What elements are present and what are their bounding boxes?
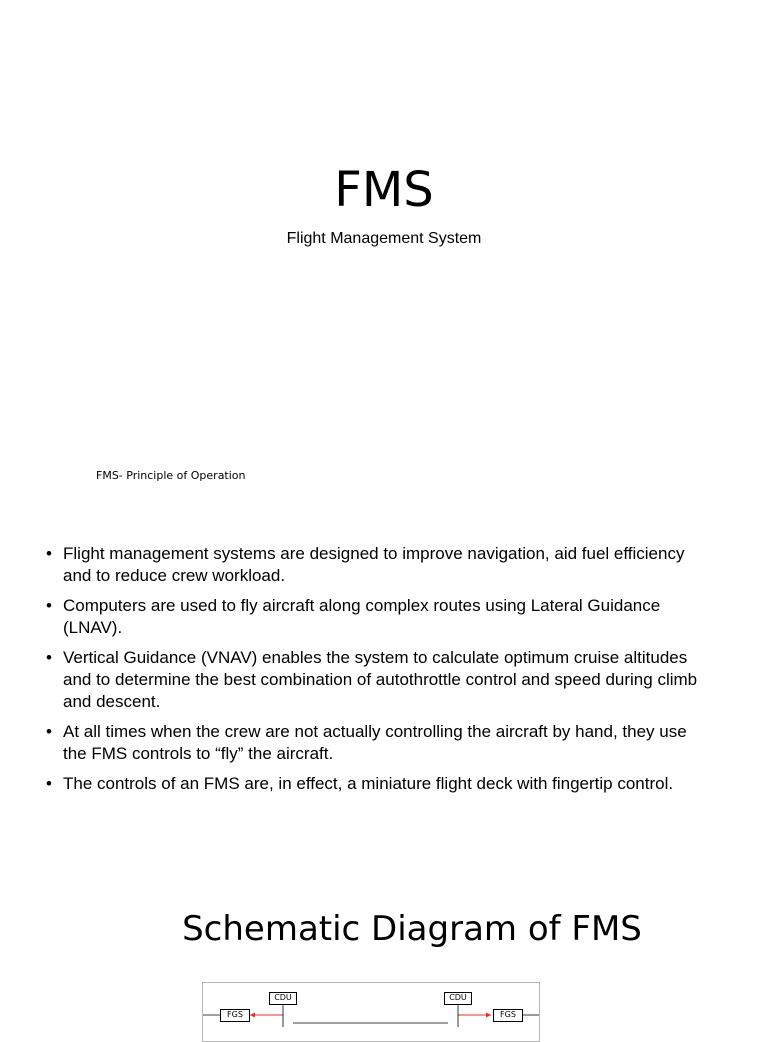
fgs-box-right: FGS	[493, 1009, 523, 1022]
bullet-text: The controls of an FMS are, in effect, a miniature flight deck with fingertip control.	[63, 774, 674, 793]
bullet-item	[46, 721, 706, 765]
bullet-text: Vertical Guidance (VNAV) enables the system to calculate optimum cruise altitudes and to determine the best combination of autothrottle control and speed during climb and descent.	[63, 648, 698, 711]
diagram-title: Schematic Diagram of FMS	[182, 909, 642, 949]
bullet-item	[46, 595, 706, 639]
section-heading: FMS- Principle of Operation	[96, 469, 246, 482]
bullet-icon: •	[46, 544, 52, 563]
cdu-box-left: CDU	[269, 992, 297, 1005]
bullet-item	[46, 647, 706, 713]
arrowhead-left	[250, 1013, 255, 1018]
bullet-icon: •	[46, 596, 52, 615]
bullet-item	[46, 773, 706, 795]
bullet-icon: •	[46, 722, 52, 741]
bullet-text: Computers are used to fly aircraft along complex routes using Lateral Guidance (LNAV).	[63, 596, 661, 637]
bullet-text: Flight management systems are designed to improve navigation, aid fuel efficiency and to reduce crew workload.	[63, 544, 685, 585]
bullet-list	[46, 543, 706, 803]
bullet-item	[46, 543, 706, 587]
fgs-box-left: FGS	[220, 1009, 250, 1022]
bullet-text: At all times when the crew are not actually controlling the aircraft by hand, they use the FMS controls to “fly” the aircraft.	[63, 722, 687, 763]
arrowhead-right	[486, 1013, 491, 1018]
fms-schematic-diagram	[202, 982, 540, 1042]
cdu-box-right: CDU	[444, 992, 472, 1005]
bullet-icon: •	[46, 774, 52, 793]
diagram-connectors	[203, 983, 539, 1041]
bullet-icon: •	[46, 648, 52, 667]
page-subtitle: Flight Management System	[286, 230, 482, 247]
page-title: FMS	[334, 162, 434, 218]
